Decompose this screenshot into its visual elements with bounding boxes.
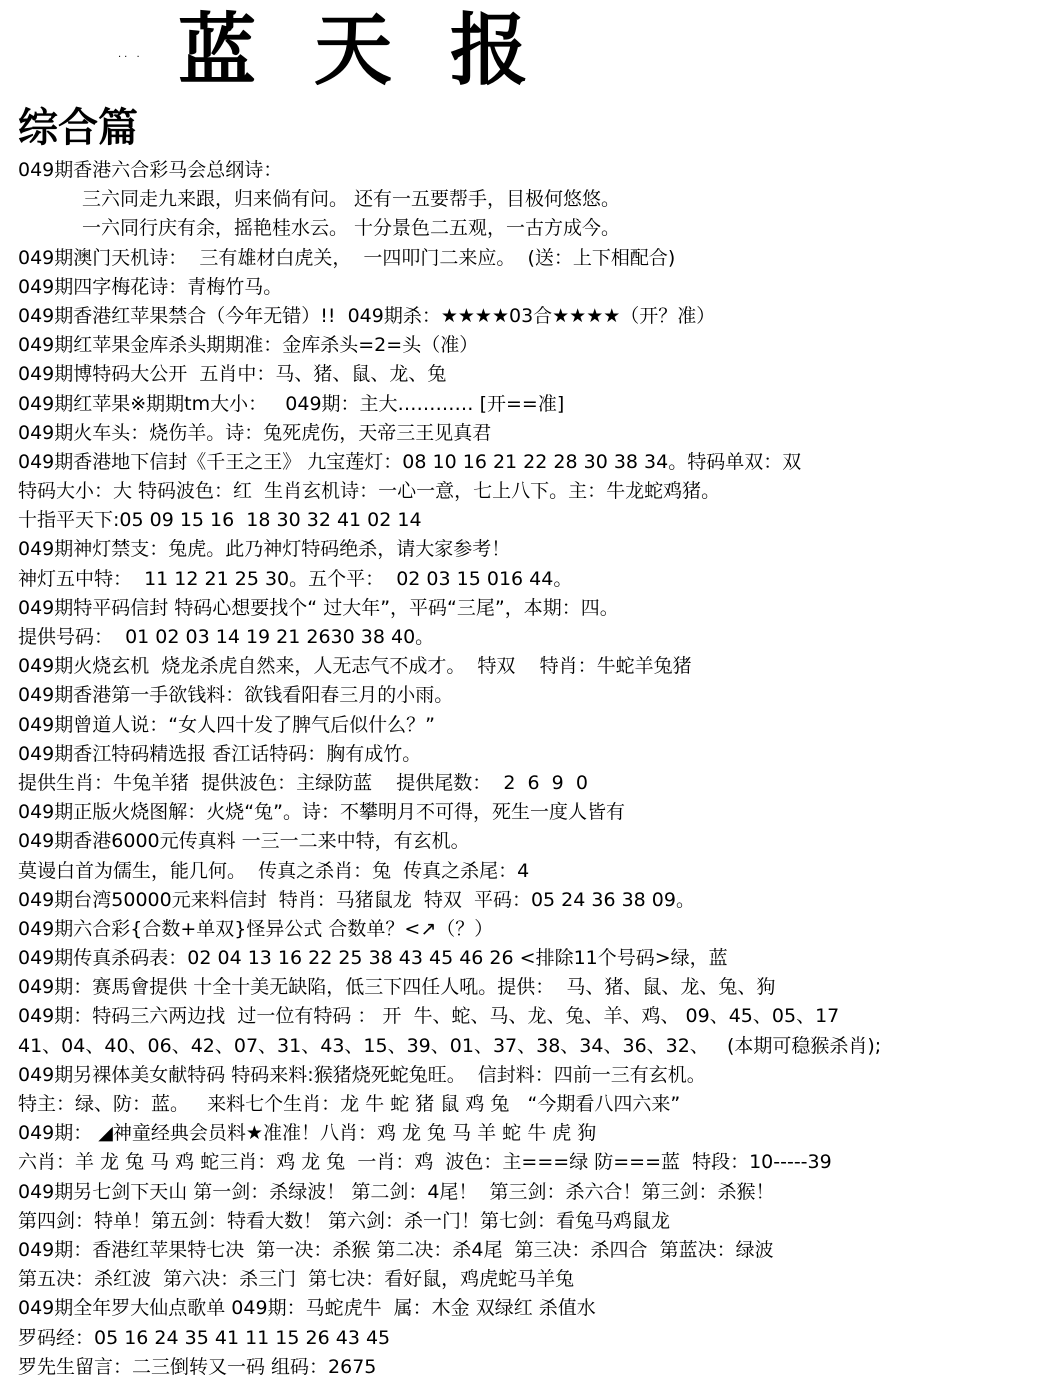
content-lines — [18, 156, 1028, 1382]
text-line: 049期另裸体美女献特码 特码来料:猴猪烧死蛇兔旺。 信封料：四前一三有玄机。 — [18, 1063, 706, 1086]
text-line: 神灯五中特： 11 12 21 25 30。五个平： 02 03 15 016 44。 — [18, 567, 573, 590]
text-line: 049期： ◢神童经典会员料★准准！八肖：鸡 龙 兔 马 羊 蛇 牛 虎 狗 — [18, 1122, 597, 1145]
poem-line: 三六同走九来跟，归来倘有问。 还有一五要帮手，目极何悠悠。 — [82, 188, 621, 211]
text-line: 六肖：羊 龙 兔 马 鸡 蛇三肖：鸡 龙 兔 一肖：鸡 波色：主===绿 防===蓝 特段：10-----39 — [18, 1151, 832, 1174]
text-line: 049期：特码三六两边找 过一位有特码 ： 开 牛、蛇、马、龙、兔、羊、鸡、 09、45、05、17 — [18, 1005, 840, 1028]
text-line: 第五决：杀红波 第六决：杀三门 第七决：看好鼠，鸡虎蛇马羊兔 — [18, 1268, 575, 1291]
text-line: 罗先生留言：二三倒转又一码 组码：2675 — [18, 1355, 377, 1378]
text-line: 提供号码： 01 02 03 14 19 21 2630 38 40。 — [18, 626, 435, 648]
text-line: 049期特平码信封 特码心想要找个“ 过大年”，平码“三尾”，本期：四。 — [18, 596, 619, 619]
text-line: 41、04、40、06、42、07、31、43、15、39、01、37、38、34、36、32、 (本期可稳猴杀肖); — [18, 1034, 882, 1057]
text-line: 特主：绿、防：蓝。 来料七个生肖：龙 牛 蛇 猪 鼠 鸡 兔 “今期看八四六来” — [18, 1093, 681, 1115]
text-line: 莫谩白首为儒生，能几何。 传真之杀肖：兔 传真之杀尾：4 — [18, 859, 530, 882]
text-line: 049期澳门天机诗： 三有雄材白虎关， 一四叩门二来应。 (送：上下相配合) — [18, 246, 676, 269]
text-line: 提供生肖：牛兔羊猪 提供波色：主绿防蓝 提供尾数： 2 6 9 0 — [18, 771, 588, 794]
section-title: 综合篇 — [18, 104, 138, 151]
text-line: 049期红苹果金库杀头期期准：金库杀头=2=头（准） — [18, 334, 479, 357]
text-line: 049期全年罗大仙点歌单 049期：马蛇虎牛 属：木金 双绿红 杀值水 — [18, 1297, 596, 1320]
text-line: 049期香港红苹果禁合（今年无错）!! 049期杀：★★★★03合★★★★（开？准） — [18, 304, 716, 327]
poem-line: 一六同行庆有余，摇艳桂水云。 十分景色二五观，一古方成今。 — [82, 217, 621, 240]
text-line: 049期：香港红苹果特七决 第一决：杀猴 第二决：杀4尾 第三决：杀四合 第蓝决：绿波 — [18, 1238, 774, 1261]
text-line: 049期：赛馬會提供 十全十美无缺陷，低三下四任人吼。提供： 马、猪、鼠、龙、兔、狗 — [18, 976, 776, 999]
text-line: 049期另七剑下天山 第一剑：杀绿波！ 第二剑：4尾！ 第三剑：杀六合！第三剑：杀猴！ — [18, 1180, 775, 1203]
text-line: 049期香港6000元传真料 一三一二来中特，有玄机。 — [18, 830, 470, 853]
text-line: 049期火车头：烧伤羊。诗：兔死虎伤，天帝三王见真君 — [18, 421, 492, 444]
text-line: 049期正版火烧图解：火烧“兔”。诗：不攀明月不可得，死生一度人皆有 — [18, 801, 625, 824]
text-line: 049期神灯禁支：兔虎。此乃神灯特码绝杀，请大家参考！ — [18, 538, 511, 561]
text-line: 049期香港第一手欲钱料：欲钱看阳春三月的小雨。 — [18, 684, 454, 707]
text-line: 049期香港地下信封《千王之王》 九宝莲灯：08 10 16 21 22 28 30 38 34。特码单双：双 — [18, 450, 802, 473]
masthead — [0, 0, 1042, 100]
text-line: 特码大小：大 特码波色：红 生肖玄机诗：一心一意，七上八下。主：牛龙蛇鸡猪。 — [18, 480, 721, 503]
text-line: 049期红苹果※期期tm大小： 049期：主大………… [开==准] — [18, 392, 565, 415]
text-line: 049期香港六合彩马会总纲诗： — [18, 159, 283, 181]
text-line: 罗码经：05 16 24 35 41 11 15 26 43 45 — [18, 1326, 391, 1349]
text-line: 049期四字梅花诗：青梅竹马。 — [18, 275, 283, 298]
newspaper-title: 蓝天报 — [178, 5, 587, 96]
text-line: 049期博特码大公开 五肖中：马、猪、鼠、龙、兔 — [18, 363, 447, 386]
text-line: 第四剑：特单！第五剑：特看大数！ 第六剑：杀一门！第七剑：看兔马鸡鼠龙 — [18, 1209, 671, 1232]
text-line: 049期六合彩{合数+单双}怪异公式 合数单？<↗（？） — [18, 917, 494, 940]
text-line: 十指平天下:05 09 15 16 18 30 32 41 02 14 — [18, 509, 422, 532]
text-line: 049期香江特码精选报 香江话特码：胸有成竹。 — [18, 742, 422, 765]
text-line: 049期曾道人说：“女人四十发了脾气后似什么？” — [18, 713, 435, 736]
masthead-dots: ·· · — [118, 52, 143, 63]
text-line: 049期火烧玄机 烧龙杀虎自然来，人无志气不成才。 特双 特肖：牛蛇羊兔猪 — [18, 655, 692, 678]
text-line: 049期传真杀码表：02 04 13 16 22 25 38 43 45 46 26 <排除11个号码>绿，蓝 — [18, 947, 728, 970]
text-line: 049期台湾50000元来料信封 特肖：马猪鼠龙 特双 平码：05 24 36 38 09。 — [18, 888, 695, 911]
